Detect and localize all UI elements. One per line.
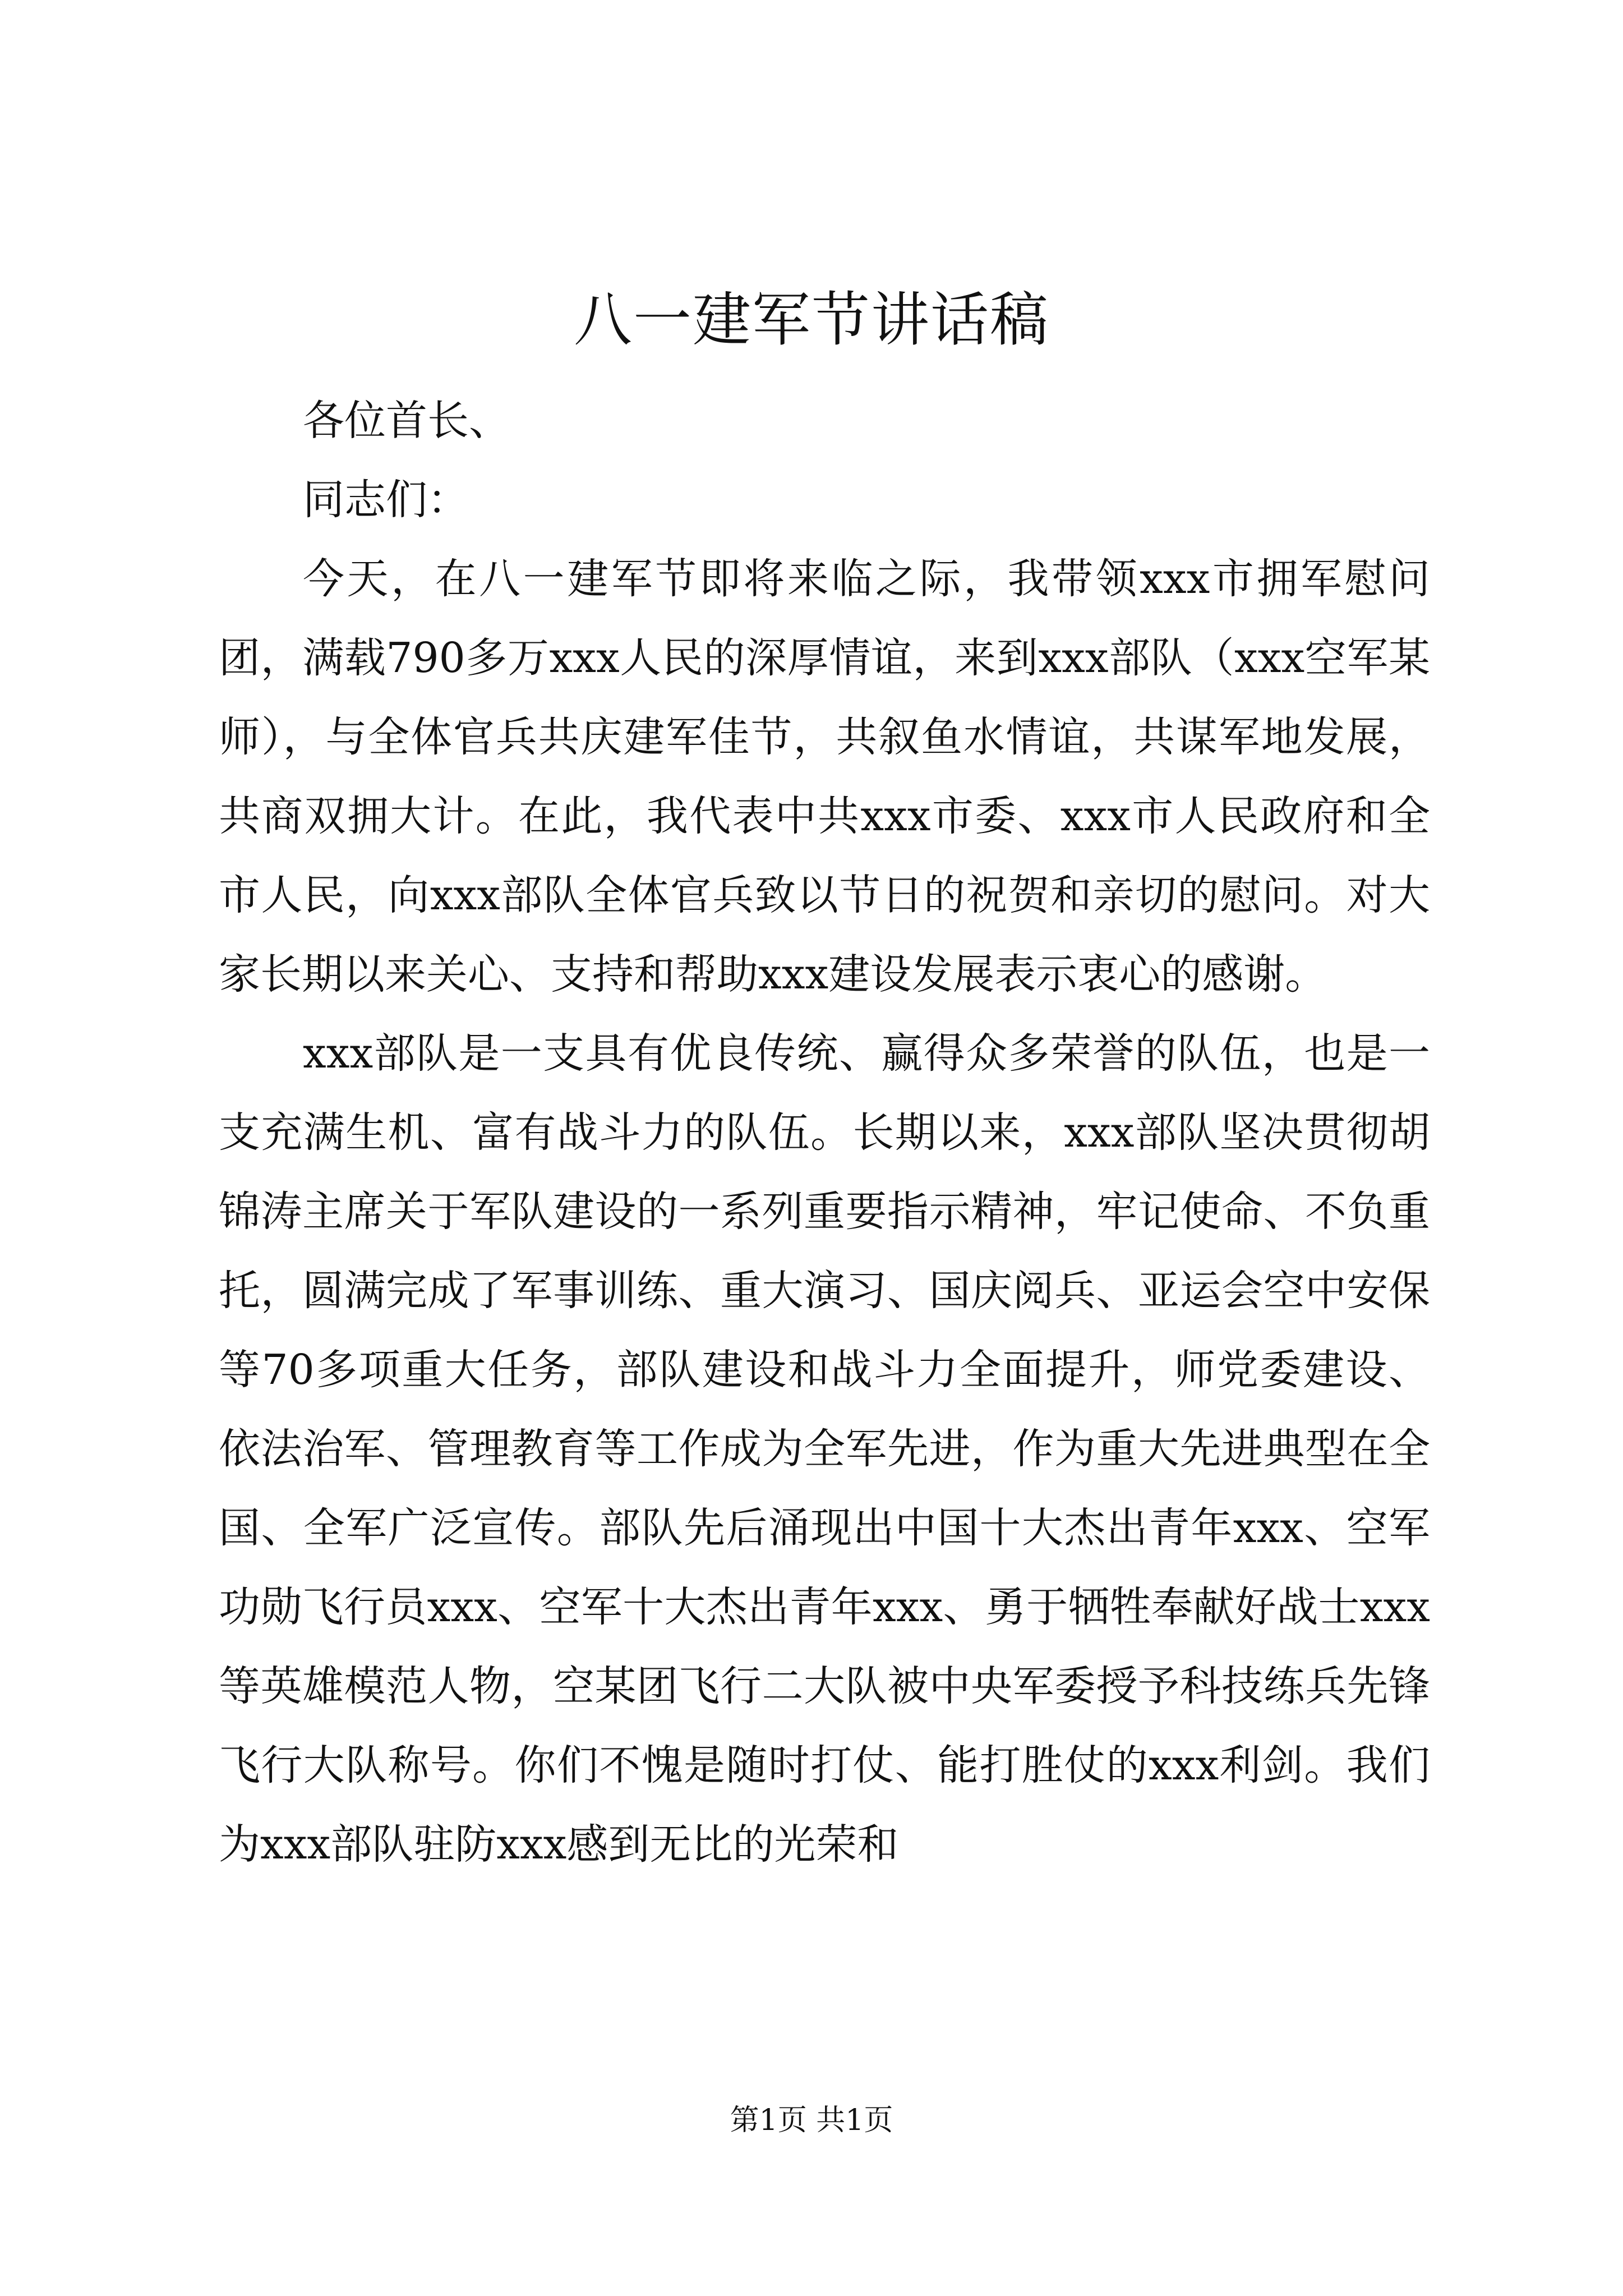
body-paragraph-2: xxx部队是一支具有优良传统、赢得众多荣誉的队伍，也是一支充满生机、富有战斗力的队伍。长期以来，xxx部队坚决贯彻胡锦涛主席关于军队建设的一系列重要指示精神，牢记使命、不负重托，圆满完成了军事训练、重大演习、国庆阅兵、亚运会空中安保等70多项重大任务，部队建设和战斗力全面提升，师党委建设、依法治军、管理教育等工作成为全军先进，作为重大先进典型在全国、全军广泛宣传。部队先后涌现出中国十大杰出青年xxx、空军功勋飞行员xxx、空军十大杰出青年xxx、勇于牺牲奉献好战士xxx等英雄模范人物，空某团飞行二大队被中央军委授予科技练兵先锋飞行大队称号。你们不愧是随时打仗、能打胜仗的xxx利剑。我们为xxx部队驻防xxx感到无比的光荣和 (219, 1029, 1430, 1869)
salutation-line-2: 同志们： (303, 476, 469, 524)
document-title: 八一建军节讲话稿 (573, 286, 1049, 354)
page-footer: 第1页 共1页 (730, 2104, 893, 2137)
body-paragraph-1: 今天，在八一建军节即将来临之际，我带领xxx市拥军慰问团，满载790多万xxx人民的深厚情谊，来到xxx部队（xxx空军某师），与全体官兵共庆建军佳节，共叙鱼水情谊，共谋军地发展，共商双拥大计。在此，我代表中共xxx市委、xxx市人民政府和全市人民，向xxx部队全体官兵致以节日的祝贺和亲切的慰问。对大家长期以来关心、支持和帮助xxx建设发展表示衷心的感谢。 (219, 555, 1430, 999)
document-body (219, 381, 1430, 1884)
salutation-line-1: 各位首长、 (303, 397, 510, 445)
